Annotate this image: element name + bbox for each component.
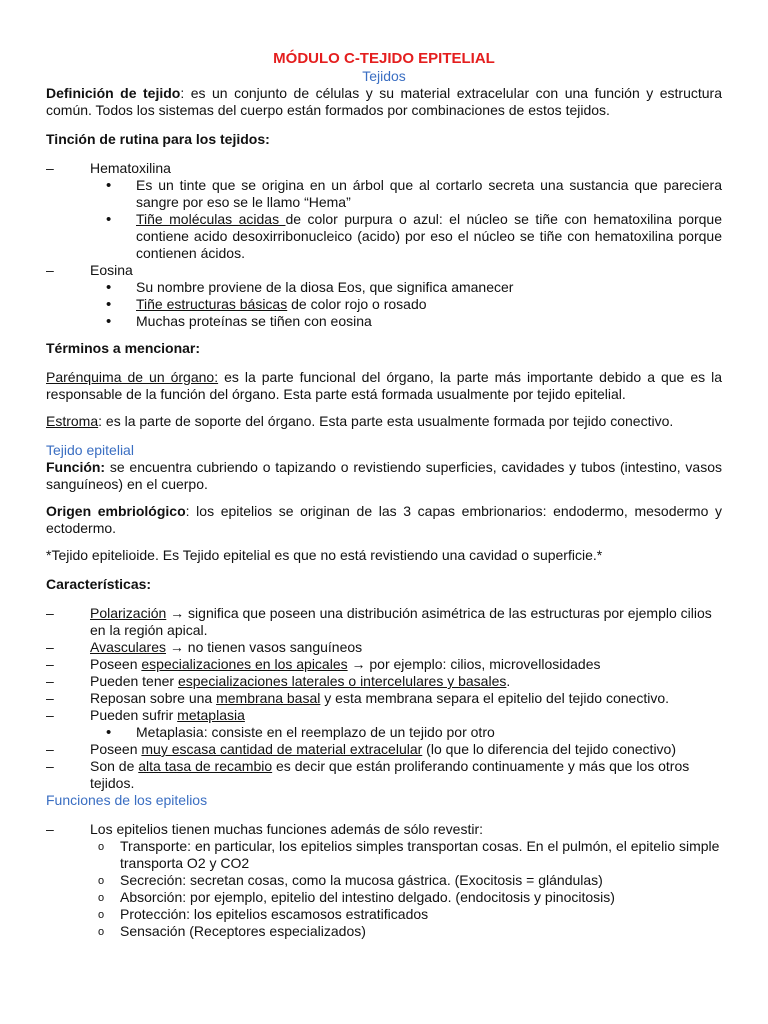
polarizacion-text: → significa que poseen una distribución asimétrica de las estructuras por ejemplo cilios en la región apical.	[90, 605, 712, 638]
funciones-intro: – Los epitelios tienen muchas funciones además de sólo revestir:	[46, 821, 722, 838]
eosina-bullet-2	[106, 296, 722, 313]
extracelular-text: (lo que lo diferencia del tejido conectivo)	[422, 741, 676, 757]
caract-item-recambio	[46, 758, 722, 792]
metaplasia-bullet: • Metaplasia: consiste en el reemplazo de un tejido por otro	[106, 724, 722, 741]
funcion-item-sensacion: o Sensación (Receptores especializados)	[98, 923, 722, 940]
caracteristicas-list	[46, 605, 722, 724]
origen-term: Origen embriológico	[46, 503, 186, 519]
caract-item-apicales	[46, 656, 722, 673]
estroma-term: Estroma	[46, 413, 99, 429]
apicales-underline: especializaciones en los apicales	[141, 656, 348, 672]
avasculares-text: → no tienen vasos sanguíneos	[166, 639, 363, 655]
funcion-item-secrecion: o Secreción: secretan cosas, como la mucosa gástrica. (Exocitosis = glándulas)	[98, 872, 722, 889]
funciones-list	[46, 821, 722, 838]
definicion-term: Definición de tejido	[46, 85, 181, 101]
parenquima-text: es la parte funcional del órgano, la parte más importante debido a que es la responsable de la función del órgano. Esta parte está formada usualmente por tejido epitelial.	[46, 369, 722, 402]
funcion-term: Función:	[46, 459, 106, 475]
section-heading-funciones: Funciones de los epitelios	[46, 792, 208, 808]
terminos-heading	[46, 340, 722, 357]
caract-item-metaplasia	[46, 707, 722, 724]
eosina-bullets	[46, 279, 722, 330]
origen-text: : los epitelios se originan de las 3 capas embrionarios: endodermo, mesodermo y ectodermo.	[46, 503, 722, 536]
caract-item-membrana-basal	[46, 690, 722, 707]
eosina-bullet-1: • Su nombre proviene de la diosa Eos, que significa amanecer	[106, 279, 722, 296]
caract-item-extracelular	[46, 741, 722, 758]
terminos-heading-text: Términos a mencionar:	[46, 340, 201, 356]
apicales-text: → por ejemplo: cilios, microvellosidades	[347, 656, 601, 672]
tincion-list	[46, 160, 722, 177]
tincion-heading	[46, 131, 722, 148]
funciones-sublist	[46, 838, 722, 940]
laterales-text: .	[506, 673, 511, 689]
estroma-paragraph	[46, 413, 722, 430]
parenquima-paragraph	[46, 369, 722, 403]
avasculares-underline: Avasculares	[90, 639, 167, 655]
metaplasia-underline: metaplasia	[177, 707, 245, 723]
membrana-pre: Reposan sobre una	[90, 690, 217, 706]
hematoxilina-bullet-2-text: de color purpura o azul: el núcleo se tiñe con hematoxilina porque contiene acido desoxirribonucleico (acido) por eso el núcleo se tiñe con hematoxilina porque contienen ácidos.	[136, 211, 722, 261]
section-heading-tejidos: Tejidos	[362, 68, 406, 84]
epitelioide-note: *Tejido epitelioide. Es Tejido epitelial es que no está revistiendo una cavidad o superficie.*	[46, 547, 603, 563]
recambio-underline: alta tasa de recambio	[138, 758, 273, 774]
tine-acidas-underline: Tiñe moléculas acidas	[136, 211, 286, 227]
hematoxilina-bullet-2	[106, 211, 722, 262]
caract-item-laterales	[46, 673, 722, 690]
hematoxilina-bullets	[46, 177, 722, 262]
funcion-paragraph	[46, 459, 722, 493]
estroma-text: : es la parte de soporte del órgano. Esta parte esta usualmente formada por tejido conectivo.	[98, 413, 674, 429]
laterales-underline: especializaciones laterales o intercelulares y basales	[177, 673, 507, 689]
extracelular-underline: muy escasa cantidad de material extracelular	[141, 741, 423, 757]
caracteristicas-list-2	[46, 741, 722, 792]
apicales-pre: Poseen	[90, 656, 142, 672]
document-title: MÓDULO C-TEJIDO EPITELIAL	[273, 50, 495, 67]
recambio-pre: Son de	[90, 758, 139, 774]
funcion-item-proteccion: o Protección: los epitelios escamosos estratificados	[98, 906, 722, 923]
membrana-text: y esta membrana separa el epitelio del tejido conectivo.	[320, 690, 670, 706]
section-heading-tejido-epitelial: Tejido epitelial	[46, 442, 134, 458]
membrana-underline: membrana basal	[216, 690, 321, 706]
eosina-bullet-2-text: de color rojo o rosado	[287, 296, 427, 312]
funcion-item-transporte: o Transporte: en particular, los epitelios simples transportan cosas. En el pulmón, el epitelio simple transporta O2 y CO2	[98, 838, 722, 872]
recambio-text: es decir que están proliferando continuamente y más que los otros tejidos.	[90, 758, 690, 791]
eosina-bullet-3: • Muchas proteínas se tiñen con eosina	[106, 313, 722, 330]
parenquima-term: Parénquima de un órgano:	[46, 369, 219, 385]
metaplasia-bullets	[46, 724, 722, 741]
definicion-text: : es un conjunto de células y su material extracelular con una función y estructura común. Todos los sistemas del cuerpo están formados por combinaciones de estos tejidos.	[46, 85, 722, 118]
tincion-heading-text: Tinción de rutina para los tejidos:	[46, 131, 270, 147]
origen-paragraph	[46, 503, 722, 537]
polarizacion-underline: Polarización	[90, 605, 167, 621]
extracelular-pre: Poseen	[90, 741, 142, 757]
funcion-text: se encuentra cubriendo o tapizando o revistiendo superficies, cavidades y tubos (intestino, vasos sanguíneos) en el cuerpo.	[46, 459, 722, 492]
hematoxilina-item: – Hematoxilina	[46, 160, 722, 177]
metaplasia-pre: Pueden sufrir	[90, 707, 178, 723]
caracteristicas-heading	[46, 576, 722, 593]
funcion-item-absorcion: o Absorción: por ejemplo, epitelio del intestino delgado. (endocitosis y pinocitosis)	[98, 889, 722, 906]
hematoxilina-bullet-1: • Es un tinte que se origina en un árbol que al cortarlo secreta una sustancia que pareciera sangre por eso se le llamo “Hema”	[106, 177, 722, 211]
eosina-list	[46, 262, 722, 279]
definicion-tejido-paragraph	[46, 85, 722, 119]
tine-basicas-underline: Tiñe estructuras básicas	[136, 296, 288, 312]
laterales-pre: Pueden tener	[90, 673, 178, 689]
caracteristicas-heading-text: Características:	[46, 576, 152, 592]
eosina-item: – Eosina	[46, 262, 722, 279]
caract-item-polarizacion	[46, 605, 722, 639]
caract-item-avasculares	[46, 639, 722, 656]
